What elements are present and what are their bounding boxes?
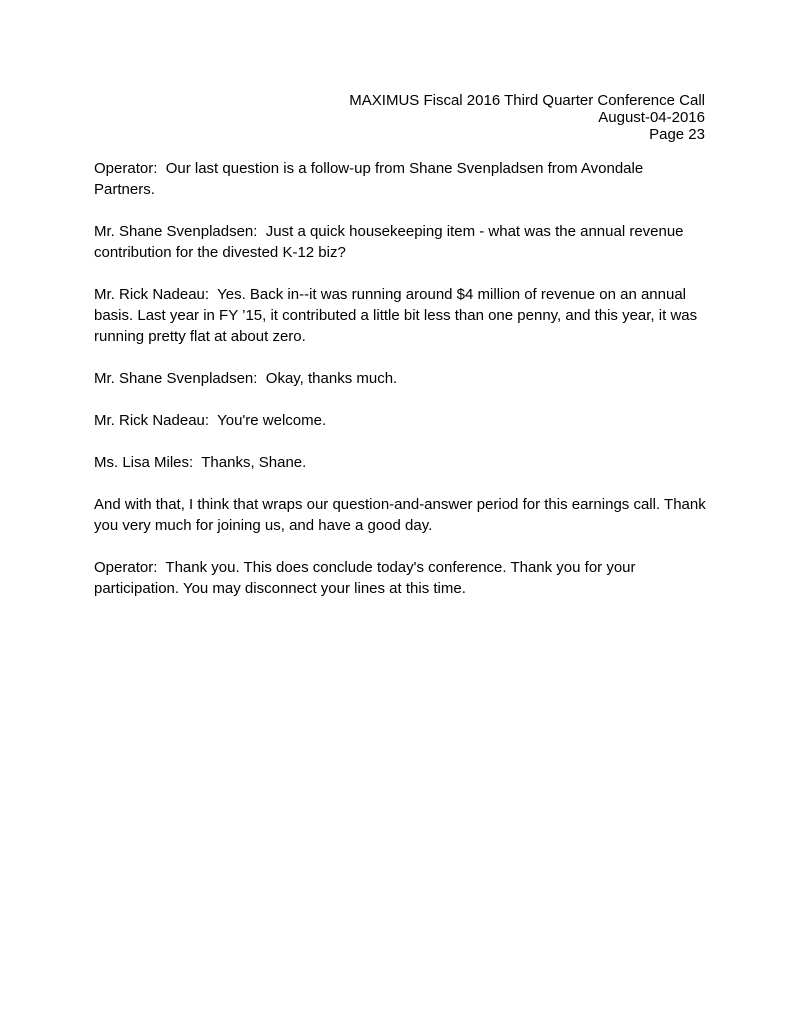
paragraph-svenpladsen-2: Mr. Shane Svenpladsen: Okay, thanks much. [94, 370, 398, 387]
paragraph-svenpladsen-1: Mr. Shane Svenpladsen: Just a quick housekeeping item - what was the annual revenue contribution for the divested K-12 biz? [94, 223, 688, 261]
header-page-number: Page 23 [649, 126, 705, 143]
paragraph-operator-closing: Operator: Thank you. This does conclude today's conference. Thank you for your participation. You may disconnect your lines at this time. [94, 559, 640, 597]
paragraph-nadeau-1: Mr. Rick Nadeau: Yes. Back in--it was running around $4 million of revenue on an annual basis. Last year in FY ’15, it contributed a little bit less than one penny, and this year, it was running pretty flat at about zero. [94, 286, 702, 345]
header-date: August-04-2016 [598, 109, 705, 126]
paragraph-miles-closing: And with that, I think that wraps our question-and-answer period for this earnings call. Thank you very much for joining us, and have a good day. [94, 496, 710, 534]
paragraph-operator-1: Operator: Our last question is a follow-up from Shane Svenpladsen from Avondale Partners. [94, 160, 648, 198]
paragraph-nadeau-2: Mr. Rick Nadeau: You're welcome. [94, 412, 327, 429]
page-header [94, 92, 705, 143]
header-title: MAXIMUS Fiscal 2016 Third Quarter Conference Call [349, 92, 705, 109]
paragraph-miles-1: Ms. Lisa Miles: Thanks, Shane. [94, 454, 307, 471]
transcript-body [94, 158, 710, 620]
